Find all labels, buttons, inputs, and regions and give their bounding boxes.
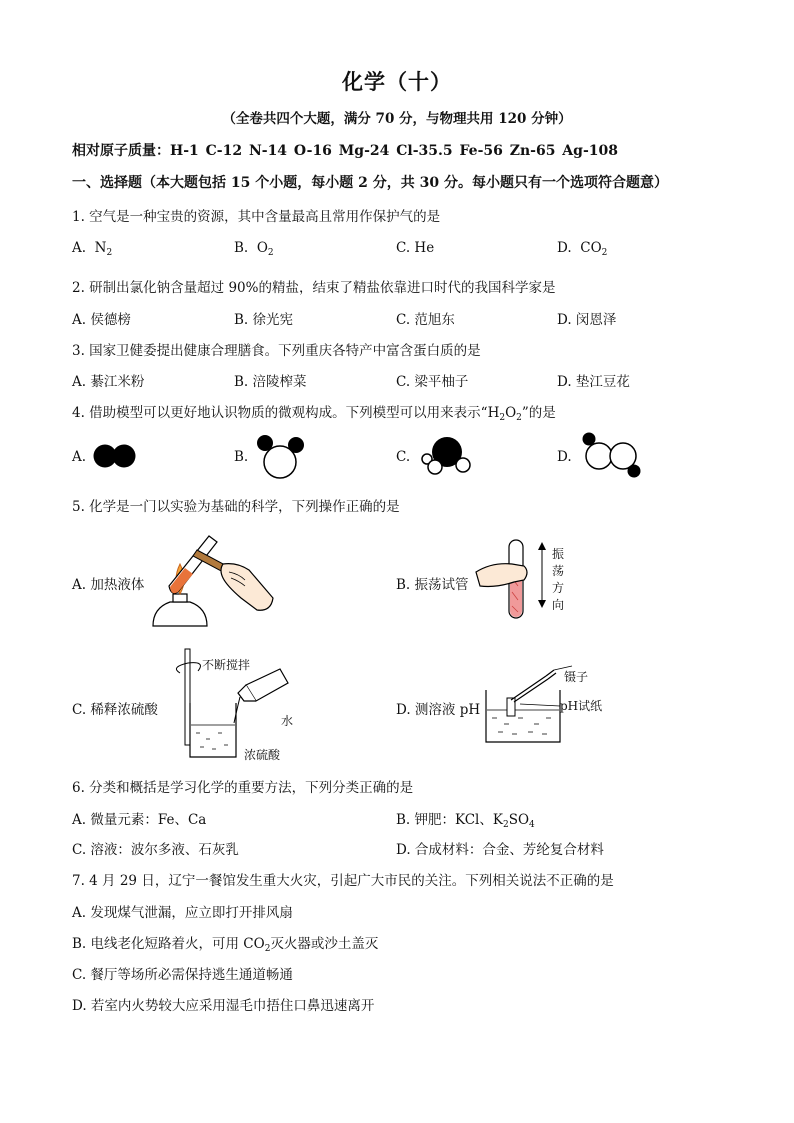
q7-option-b: B. 电线老化短路着火，可用 $CO_2$灭火器或沙土盖灭 [72,936,379,954]
q5-b-arrow-label-3: 方 [552,581,565,595]
section-heading: 一、选择题（本大题包括 15 个小题，每小题 2 分，共 30 分。每小题只有一个选项符合题意） [72,175,668,191]
q5-d-label-paper: pH试纸 [560,699,603,713]
q7-option-d: D. 若室内火势较大应采用湿毛巾捂住口鼻迅速离开 [72,998,375,1014]
q6-option-a: A. 微量元素：Fe、Ca [72,812,207,828]
q6-option-c: C. 溶液：波尔多液、石灰乳 [72,842,239,858]
q4-option-c: C. [396,449,411,465]
q1-option-c: C. He [396,240,435,256]
q4-model-d [578,430,648,480]
q5-c-label-stir: 不断搅拌 [202,658,251,672]
question-2-stem: 2. 研制出氯化钠含量超过 90%的精盐，结束了精盐依靠进口时代的我国科学家是 [72,280,556,296]
q4-model-a [93,440,143,472]
q4-model-c [416,432,476,478]
q4-option-d: D. [557,449,572,465]
q1-option-b: B. $O_2$ [234,240,274,258]
q6-option-d: D. 合成材料：合金、芳纶复合材料 [396,842,604,858]
q5-option-d: D. 测溶液 pH [396,702,481,718]
q5-shaking-illustration [474,538,554,628]
q5-heating-illustration [145,528,280,638]
q5-b-arrow-label-1: 振 [552,547,565,561]
question-6-stem: 6. 分类和概括是学习化学的重要方法，下列分类正确的是 [72,780,414,796]
question-3-stem: 3. 国家卫健委提出健康合理膳食。下列重庆各特产中富含蛋白质的是 [72,343,481,359]
q5-option-b: B. 振荡试管 [396,577,469,593]
question-4-stem: 4. 借助模型可以更好地认识物质的微观构成。下列模型可以用来表示“$H_2O_2$”的是 [72,405,556,423]
q1-option-d: D. $CO_2$ [557,240,608,258]
q7-option-a: A. 发现煤气泄漏，应立即打开排风扇 [72,905,293,921]
q1-option-a: A. $N_2$ [72,240,113,258]
atomic-masses: 相对原子质量：H-1 C-12 N-14 O-16 Mg-24 Cl-35.5 Fe-56 Zn-65 Ag-108 [72,143,618,159]
q5-c-label-acid: 浓硫酸 [244,748,281,762]
q4-model-b [252,434,312,480]
q3-option-d: D. 垫江豆花 [557,374,630,390]
q2-option-b: B. 徐光宪 [234,312,294,328]
q3-option-b: B. 涪陵榨菜 [234,374,307,390]
question-5-stem: 5. 化学是一门以实验为基础的科学，下列操作正确的是 [72,499,400,515]
q5-option-a: A. 加热液体 [72,577,145,593]
q2-option-a: A. 侯德榜 [72,312,131,328]
q2-option-c: C. 范旭东 [396,312,455,328]
question-7-stem: 7. 4 月 29 日，辽宁一餐馆发生重大火灾，引起广大市民的关注。下列相关说法不正确的是 [72,873,614,889]
q5-option-c: C. 稀释浓硫酸 [72,702,158,718]
q3-option-a: A. 綦江米粉 [72,374,145,390]
q4-option-b: B. [234,449,249,465]
q5-b-arrow-label-4: 向 [552,598,565,612]
q2-option-d: D. 闵恩泽 [557,312,617,328]
q5-c-label-water: 水 [281,714,294,728]
q6-option-b: B. 钾肥：KCl、$K_2SO_4$ [396,812,535,830]
q7-option-c: C. 餐厅等场所必需保持逃生通道畅通 [72,967,293,983]
q4-option-a: A. [72,449,87,465]
page-title: 化学（十） [342,69,452,94]
page-subtitle: （全卷共四个大题，满分 70 分，与物理共用 120 分钟） [222,111,572,127]
q3-option-c: C. 梁平柚子 [396,374,469,390]
q5-d-label-tweezers: 镊子 [564,670,589,684]
q5-b-arrow-label-2: 荡 [552,564,565,578]
question-1-stem: 1. 空气是一种宝贵的资源，其中含量最高且常用作保护气的是 [72,209,441,225]
